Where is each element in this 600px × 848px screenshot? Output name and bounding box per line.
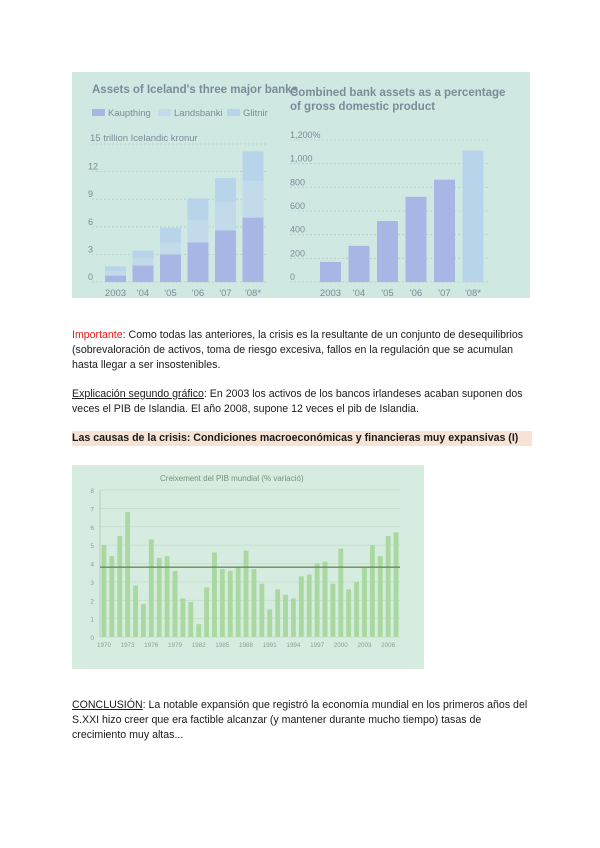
left-y-tick: 12: [88, 161, 99, 172]
gdp-growth-bar: [141, 604, 146, 637]
gdp-y-tick: 4: [90, 561, 94, 569]
gdp-x-label: 1982: [191, 642, 206, 649]
right-x-label: '04: [352, 288, 366, 298]
section-heading: Las causas de la crisis: Condiciones macroeconómicas y financieras muy expansivas (I): [72, 431, 532, 446]
right-chart-title-line1: Combined bank assets as a percentage: [290, 87, 506, 99]
gdp-growth-bar: [283, 595, 288, 637]
conclusion-paragraph: [72, 698, 532, 743]
legend-swatch-landsbanki: [158, 109, 171, 116]
right-y-tick: 1,000: [290, 153, 313, 164]
importante-body: : Como todas las anteriores, la crisis es la resultante de un conjunto de desequilibrios (sobrevaloración de activos, toma de riesgo excesiva, fallos en la regulación que se acumulan hasta llegar a ser insostenibles.: [72, 328, 524, 371]
gdp-growth-bar: [338, 549, 343, 637]
gdp-growth-bar: [117, 536, 122, 637]
importante-label: Importante: [72, 328, 123, 341]
gdp-x-label: 1997: [310, 642, 325, 649]
left-y-tick: 6: [88, 216, 94, 227]
conclusion-label: CONCLUSIÓN: [72, 698, 143, 711]
right-x-label: '05: [381, 288, 394, 298]
gdp-growth-bar: [259, 584, 264, 637]
explicacion-label: Explicación segundo gráfico: [72, 387, 204, 400]
gdp-growth-bar: [394, 532, 399, 637]
gdp-growth-bar: [196, 624, 201, 637]
gdp-growth-bar: [212, 552, 217, 637]
gdp-growth-bar: [204, 587, 209, 637]
gdp-chart-title: Creixement del PIB mundial (% variació): [160, 474, 304, 483]
gdp-growth-bar: [291, 598, 296, 637]
gdp-x-label: 2003: [357, 642, 372, 649]
gdp-growth-bar: [173, 571, 178, 637]
gdp-growth-bar: [244, 551, 249, 637]
gdp-growth-bar: [315, 564, 320, 638]
gdp-percent-bar: [406, 197, 427, 282]
gdp-growth-bar: [188, 602, 193, 637]
stacked-bar-kaupthing: [105, 276, 126, 282]
gdp-growth-bar: [370, 545, 375, 637]
gdp-growth-bar: [236, 567, 241, 637]
stacked-bar-glitnir: [133, 251, 154, 258]
gdp-x-label: 1970: [96, 642, 111, 649]
gdp-y-tick: 5: [90, 543, 94, 551]
gdp-growth-bar: [133, 586, 138, 637]
gdp-x-label: 1979: [167, 642, 183, 649]
gdp-growth-bar: [228, 571, 233, 637]
world-gdp-chart-svg: [72, 465, 424, 669]
gdp-percent-bar: [377, 221, 398, 282]
gdp-growth-bar: [275, 589, 280, 637]
right-x-label: '07: [438, 288, 451, 298]
left-y-tick: 9: [88, 189, 94, 200]
gdp-x-label: 1991: [262, 642, 277, 649]
legend-kaupthing: Kaupthing: [108, 108, 151, 119]
gdp-growth-bar: [386, 536, 391, 637]
stacked-bar-glitnir: [243, 151, 264, 180]
explicacion-paragraph: [72, 387, 532, 417]
gdp-y-tick: 3: [90, 579, 94, 587]
world-gdp-figure: [72, 465, 424, 669]
gdp-growth-bar: [299, 576, 304, 637]
gdp-growth-bar: [307, 575, 312, 637]
left-x-label: 2003: [104, 288, 127, 298]
gdp-growth-bar: [220, 569, 225, 637]
stacked-bar-landsbanki: [105, 271, 126, 276]
gdp-x-label: 1985: [215, 642, 230, 649]
stacked-bar-kaupthing: [243, 218, 264, 282]
gdp-growth-bar: [323, 562, 328, 637]
gdp-y-tick: 0: [90, 635, 94, 642]
right-y-tick: 400: [290, 224, 306, 235]
stacked-bar-kaupthing: [160, 254, 181, 282]
left-chart-unit-label: 15 trillion Icelandic kronur: [90, 133, 198, 144]
gdp-growth-bar: [267, 609, 272, 637]
legend-swatch-kaupthing: [92, 109, 105, 116]
right-chart-title-line2: of gross domestic product: [290, 101, 436, 113]
right-y-tick: 0: [290, 272, 296, 282]
gdp-percent-bar: [434, 180, 455, 282]
gdp-growth-bar: [252, 569, 257, 637]
stacked-bar-kaupthing: [215, 230, 236, 282]
stacked-bar-kaupthing: [133, 265, 154, 282]
gdp-growth-bar: [109, 556, 114, 637]
legend-swatch-glitnir: [227, 109, 240, 116]
left-y-tick: 0: [88, 272, 94, 282]
gdp-growth-bar: [362, 567, 367, 637]
gdp-growth-bar: [330, 584, 335, 637]
gdp-x-label: 1973: [120, 642, 135, 649]
stacked-bar-landsbanki: [133, 258, 154, 265]
gdp-percent-bar: [320, 262, 341, 282]
gdp-x-label: 1994: [286, 642, 301, 649]
right-x-label: '08*: [464, 288, 482, 298]
right-y-tick: 800: [290, 177, 306, 188]
iceland-bank-assets-figure: [72, 72, 530, 298]
legend-glitnir: Glitnir: [243, 108, 268, 119]
left-x-label: '04: [136, 288, 150, 298]
left-chart-title: Assets of Iceland's three major banks: [92, 84, 298, 96]
stacked-bar-glitnir: [105, 266, 126, 271]
gdp-growth-bar: [157, 558, 162, 637]
gdp-growth-bar: [378, 556, 383, 637]
stacked-bar-glitnir: [215, 178, 236, 202]
right-x-label: 2003: [319, 288, 342, 298]
gdp-percent-bar: [463, 151, 484, 282]
gdp-growth-bar: [180, 598, 185, 637]
gdp-y-tick: 7: [90, 506, 94, 514]
conclusion-body: : La notable expansión que registró la economía mundial en los primeros años del S.XXI hizo creer que era factible alcanzar (y mantener durante mucho tiempo) tasas de crecimiento muy altas...: [72, 698, 528, 741]
gdp-growth-bar: [165, 556, 170, 637]
gdp-growth-bar: [346, 589, 351, 637]
gdp-growth-bar: [354, 582, 359, 637]
right-y-tick: 1,200%: [290, 130, 321, 140]
stacked-bar-kaupthing: [188, 242, 209, 282]
legend-landsbanki: Landsbanki: [174, 108, 223, 119]
importante-paragraph: [72, 328, 532, 373]
stacked-bar-landsbanki: [188, 220, 209, 242]
gdp-y-tick: 6: [90, 524, 94, 532]
gdp-growth-bar: [125, 512, 130, 637]
stacked-bar-glitnir: [160, 228, 181, 243]
right-y-tick: 200: [290, 248, 306, 259]
gdp-y-tick: 1: [90, 616, 94, 624]
gdp-percent-bar: [349, 246, 370, 282]
stacked-bar-glitnir: [188, 198, 209, 220]
explicacion-body: : En 2003 los activos de los bancos irlandeses acaban suponen dos veces el PIB de Islandia. El año 2008, supone 12 veces el pib de Islandia.: [72, 387, 523, 415]
gdp-y-tick: 2: [90, 598, 94, 606]
gdp-x-label: 1976: [144, 642, 159, 649]
right-x-label: '06: [409, 288, 423, 298]
iceland-charts-svg: [72, 72, 530, 298]
left-x-label: '07: [219, 288, 232, 298]
stacked-bar-landsbanki: [215, 202, 236, 231]
gdp-x-label: 1988: [239, 642, 254, 649]
gdp-x-label: 2000: [333, 642, 348, 649]
gdp-x-label: 2006: [381, 642, 396, 649]
gdp-growth-bar: [102, 545, 107, 637]
gdp-growth-bar: [149, 540, 154, 637]
left-y-tick: 3: [88, 244, 94, 255]
gdp-y-tick: 8: [90, 488, 94, 495]
stacked-bar-landsbanki: [243, 181, 264, 218]
left-x-label: '06: [191, 288, 205, 298]
right-y-tick: 600: [290, 201, 306, 211]
left-x-label: '05: [164, 288, 177, 298]
stacked-bar-landsbanki: [160, 242, 181, 254]
left-x-label: '08*: [244, 288, 262, 298]
